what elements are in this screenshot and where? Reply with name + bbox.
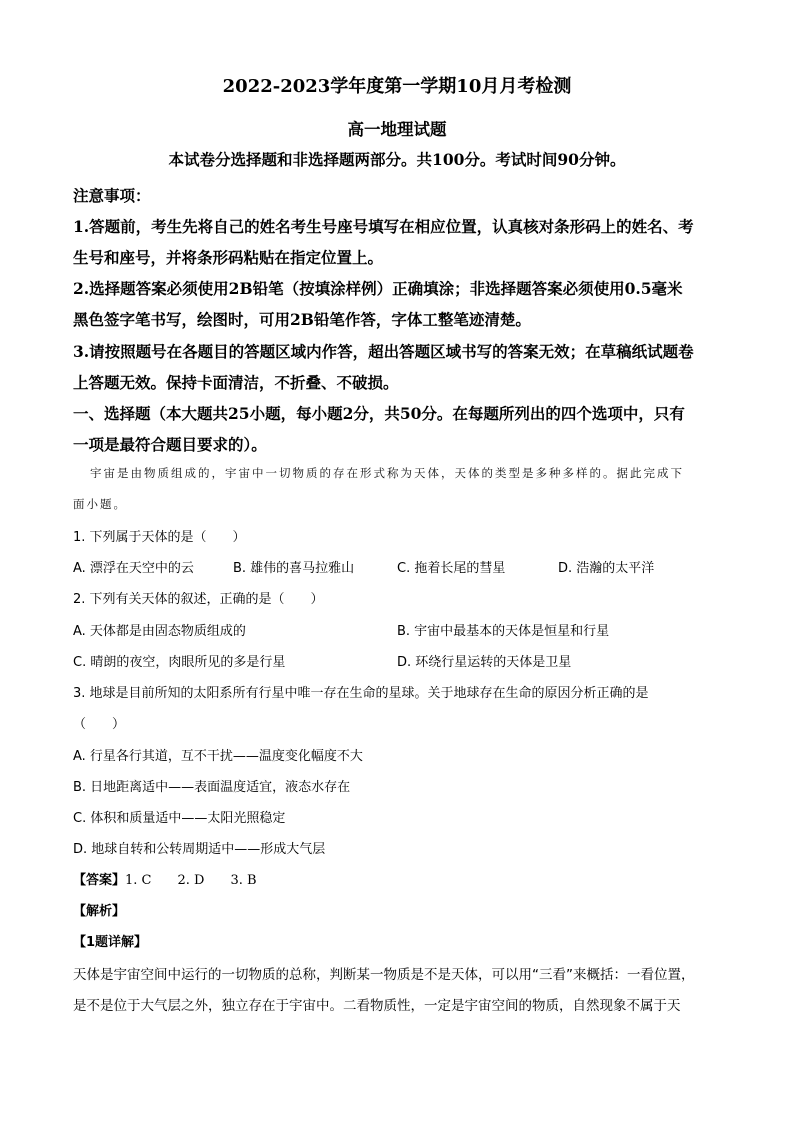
question-3-option-d: D. 地球自转和公转周期适中——形成大气层 xyxy=(73,842,326,857)
notes-line-6: 上答题无效。保持卡面清洁，不折叠、不破损。 xyxy=(73,373,399,392)
question-1-option-c: C. 拖着长尾的彗星 xyxy=(397,561,506,576)
question-2-option-d: D. 环绕行星运转的天体是卫星 xyxy=(397,655,572,670)
question-3-stem: 3. 地球是目前所知的太阳系所有行星中唯一存在生命的星球。关于地球存在生命的原因分析正确的是 xyxy=(73,686,649,701)
question-3-option-c: C. 体积和质量适中——太阳光照稳定 xyxy=(73,811,286,826)
section-heading-line-1: 一、选择题（本大题共25小题，每小题2分，共50分。在每题所列出的四个选项中，只有 xyxy=(73,404,685,423)
question-2-option-a: A. 天体都是由固态物质组成的 xyxy=(73,624,246,639)
question-1-option-b: B. 雄伟的喜马拉雅山 xyxy=(233,561,355,576)
question-3-stem-continued: （ ） xyxy=(73,717,126,732)
question-2-option-b: B. 宇宙中最基本的天体是恒星和行星 xyxy=(397,624,610,639)
exam-intro: 本试卷分选择题和非选择题两部分。共100分。考试时间90分钟。 xyxy=(168,150,626,169)
exam-title: 2022-2023学年度第一学期10月月考检测 xyxy=(222,76,572,97)
notes-heading: 注意事项： xyxy=(73,186,151,205)
exam-subtitle: 高一地理试题 xyxy=(347,120,447,139)
analysis-detail-label: 【1题详解】 xyxy=(73,935,148,950)
question-3-option-b: B. 日地距离适中——表面温度适宜，液态水存在 xyxy=(73,780,351,795)
question-1-stem: 1. 下列属于天体的是（ ） xyxy=(73,530,246,545)
analysis-line-1: 天体是宇宙空间中运行的一切物质的总称，判断某一物质是不是天体，可以用“三看”来概括：一看位置， xyxy=(73,967,695,983)
question-1-option-d: D. 浩瀚的太平洋 xyxy=(558,561,655,576)
notes-line-5: 3.请按照题号在各题目的答题区域内作答，超出答题区域书写的答案无效；在草稿纸试题卷 xyxy=(73,342,694,361)
question-2-option-c: C. 晴朗的夜空，肉眼所见的多是行星 xyxy=(73,655,286,670)
analysis-line-2: 是不是位于大气层之外，独立存在于宇宙中。二看物质性，一定是宇宙空间的物质，自然现象不属于天 xyxy=(73,998,681,1014)
passage-line-2: 面小题。 xyxy=(73,497,127,511)
notes-line-4: 黑色签字笔书写，绘图时，可用2B铅笔作答，字体工整笔迹清楚。 xyxy=(73,310,531,329)
question-3-option-a: A. 行星各行其道，互不干扰——温度变化幅度不大 xyxy=(73,749,363,764)
notes-line-3: 2.选择题答案必须使用2B铅笔（按填涂样例）正确填涂；非选择题答案必须使用0.5毫米 xyxy=(73,279,683,298)
answer-label: 【答案】 xyxy=(73,873,126,888)
section-heading-line-2: 一项是最符合题目要求的）。 xyxy=(73,435,267,454)
passage-line-1: 宇宙是由物质组成的，宇宙中一切物质的存在形式称为天体，天体的类型是多种多样的。据此完成下 xyxy=(90,466,684,480)
notes-line-1: 1.答题前，考生先将自己的姓名考生号座号填写在相应位置，认真核对条形码上的姓名、考 xyxy=(73,217,694,236)
question-1-option-a: A. 漂浮在天空中的云 xyxy=(73,561,194,576)
answer-line xyxy=(73,869,257,888)
question-2-stem: 2. 下列有关天体的叙述，正确的是（ ） xyxy=(73,592,324,607)
answer-values: 1. C 2. D 3. B xyxy=(125,873,257,888)
analysis-label: 【解析】 xyxy=(73,904,126,919)
notes-line-2: 生号和座号，并将条形码粘贴在指定位置上。 xyxy=(73,248,384,267)
